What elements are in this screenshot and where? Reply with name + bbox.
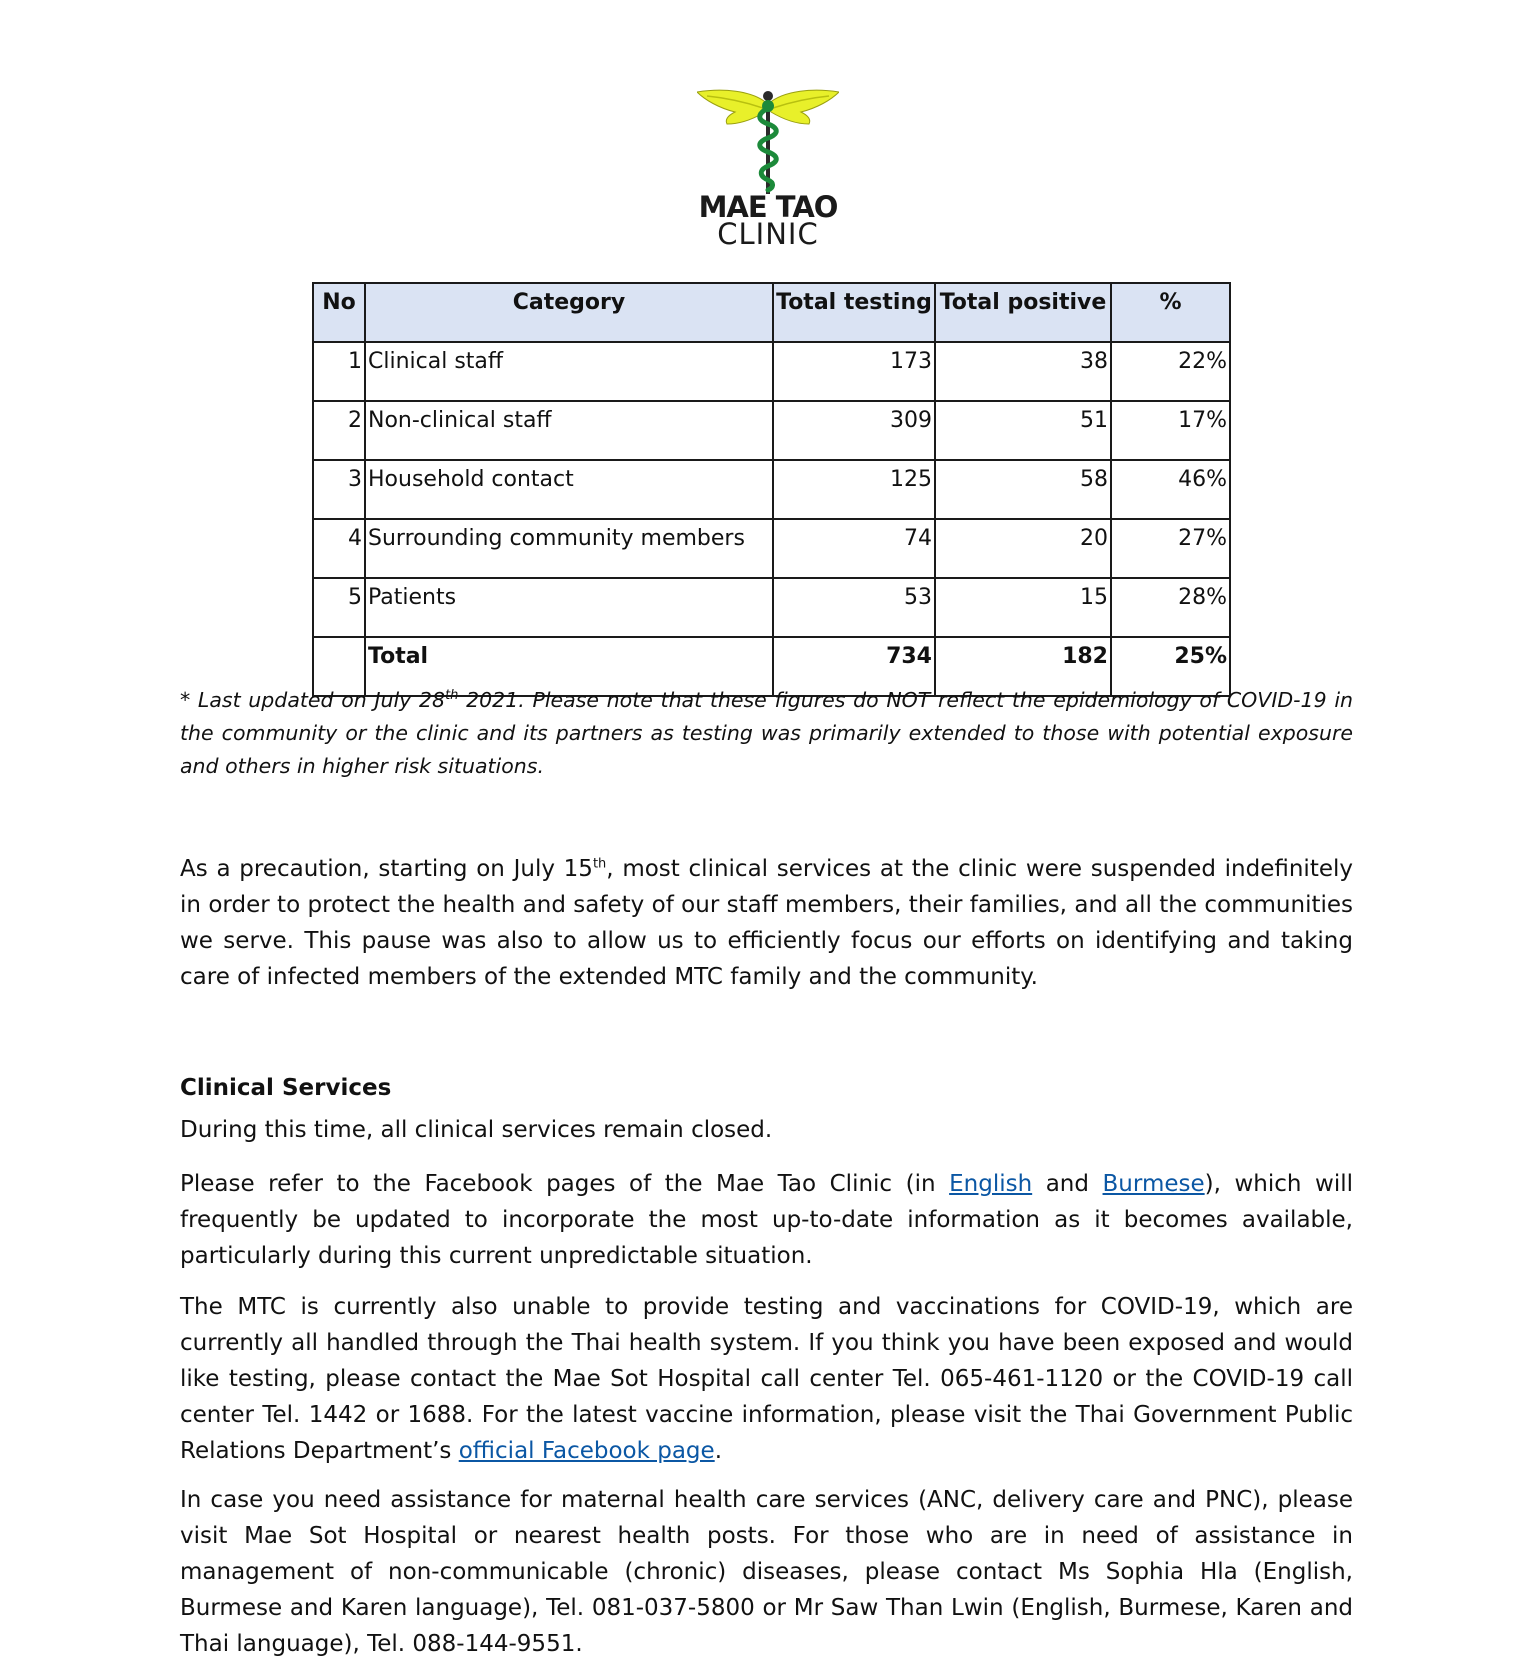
cell-category: Clinical staff	[365, 342, 773, 401]
cell-no: 3	[313, 460, 365, 519]
total-cell-testing: 734	[773, 637, 935, 696]
table-row	[313, 342, 1230, 401]
cell-category: Non-clinical staff	[365, 401, 773, 460]
table-row	[313, 460, 1230, 519]
total-cell-label: Total	[365, 637, 773, 696]
facebook-pages-paragraph	[180, 1166, 1353, 1274]
footnote-text-end: 2021. Please note that these figures do NOT reflect the epidemiology of COVID-19 in the community or the clinic and its partners as testing was primarily extended to those with potential exposure and others in higher risk situations.	[180, 688, 1354, 778]
total-cell-positive: 182	[935, 637, 1111, 696]
cell-total-testing: 53	[773, 578, 935, 637]
cell-percent: 17%	[1111, 401, 1230, 460]
official-facebook-page-link[interactable]: official Facebook page	[458, 1438, 715, 1464]
burmese-facebook-link[interactable]: Burmese	[1102, 1171, 1205, 1197]
header-no: No	[313, 283, 365, 342]
cell-category: Household contact	[365, 460, 773, 519]
cell-total-testing: 173	[773, 342, 935, 401]
facebook-text-3: ), which will frequently be updated to incorporate the most up-to-date information as it becomes available, particularly during this current unpredictable situation.	[180, 1171, 1353, 1269]
footnote-text-start: * Last updated on July 28	[180, 688, 446, 712]
facebook-text-1: Please refer to the Facebook pages of the Mae Tao Clinic (in	[180, 1171, 950, 1197]
services-closed-paragraph: During this time, all clinical services remain closed.	[180, 1117, 773, 1143]
english-facebook-link[interactable]: English	[949, 1171, 1033, 1197]
header-total-positive: Total positive	[935, 283, 1111, 342]
cell-total-testing: 309	[773, 401, 935, 460]
cell-no: 4	[313, 519, 365, 578]
precaution-text-end: , most clinical services at the clinic were suspended indefinitely in order to protect the health and safety of our staff members, their families, and all the communities we serve. This pause was also to allow us to efficiently focus our efforts on identifying and taking care of infected members of the extended MTC family and the community.	[180, 856, 1353, 990]
clinic-logo	[697, 86, 839, 250]
testing-results-table	[312, 282, 1231, 697]
footnote-superscript: th	[445, 688, 459, 704]
logo-text-line2: CLINIC	[717, 217, 819, 251]
precaution-superscript: th	[592, 856, 607, 872]
precaution-paragraph	[180, 851, 1353, 995]
cell-total-positive: 20	[935, 519, 1111, 578]
header-total-testing: Total testing	[773, 283, 935, 342]
testing-text-1: The MTC is currently also unable to provide testing and vaccinations for COVID-19, which are currently all handled through the Thai health system. If you think you have been exposed and would like testing, please contact the Mae Sot Hospital call center Tel. 065-461-1120 or the COVID-19 call center Tel. 1442 or 1688. For the latest vaccine information, please visit the Thai Government Public Relations Department’s	[180, 1294, 1353, 1464]
total-cell-percent: 25%	[1111, 637, 1230, 696]
cell-total-testing: 74	[773, 519, 935, 578]
cell-no: 2	[313, 401, 365, 460]
cell-category: Patients	[365, 578, 773, 637]
cell-total-positive: 38	[935, 342, 1111, 401]
table-row	[313, 519, 1230, 578]
table-row	[313, 401, 1230, 460]
table-row	[313, 578, 1230, 637]
facebook-text-2: and	[1032, 1171, 1103, 1197]
testing-text-2: .	[714, 1438, 722, 1464]
cell-percent: 27%	[1111, 519, 1230, 578]
cell-total-positive: 58	[935, 460, 1111, 519]
table-footnote	[180, 684, 1353, 783]
cell-category: Surrounding community members	[365, 519, 773, 578]
testing-vaccination-paragraph	[180, 1289, 1353, 1469]
precaution-text-start: As a precaution, starting on July 15	[180, 856, 593, 882]
cell-no: 5	[313, 578, 365, 637]
cell-total-positive: 15	[935, 578, 1111, 637]
header-category: Category	[365, 283, 773, 342]
clinical-services-heading: Clinical Services	[180, 1075, 392, 1101]
cell-no: 1	[313, 342, 365, 401]
table-header-row	[313, 283, 1230, 342]
cell-total-testing: 125	[773, 460, 935, 519]
logo-text-line1: MAE TAO	[698, 190, 838, 224]
cell-percent: 28%	[1111, 578, 1230, 637]
cell-percent: 22%	[1111, 342, 1230, 401]
cell-total-positive: 51	[935, 401, 1111, 460]
caduceus-icon	[697, 86, 839, 196]
header-percent: %	[1111, 283, 1230, 342]
cell-percent: 46%	[1111, 460, 1230, 519]
maternal-health-paragraph: In case you need assistance for maternal health care services (ANC, delivery care and PNC), please visit Mae Sot Hospital or nearest health posts. For those who are in need of assistance in management of non-communicable (chronic) diseases, please contact Ms Sophia Hla (English, Burmese and Karen language), Tel. 081-037-5800 or Mr Saw Than Lwin (English, Burmese, Karen and Thai language), Tel. 088-144-9551.	[180, 1487, 1353, 1657]
